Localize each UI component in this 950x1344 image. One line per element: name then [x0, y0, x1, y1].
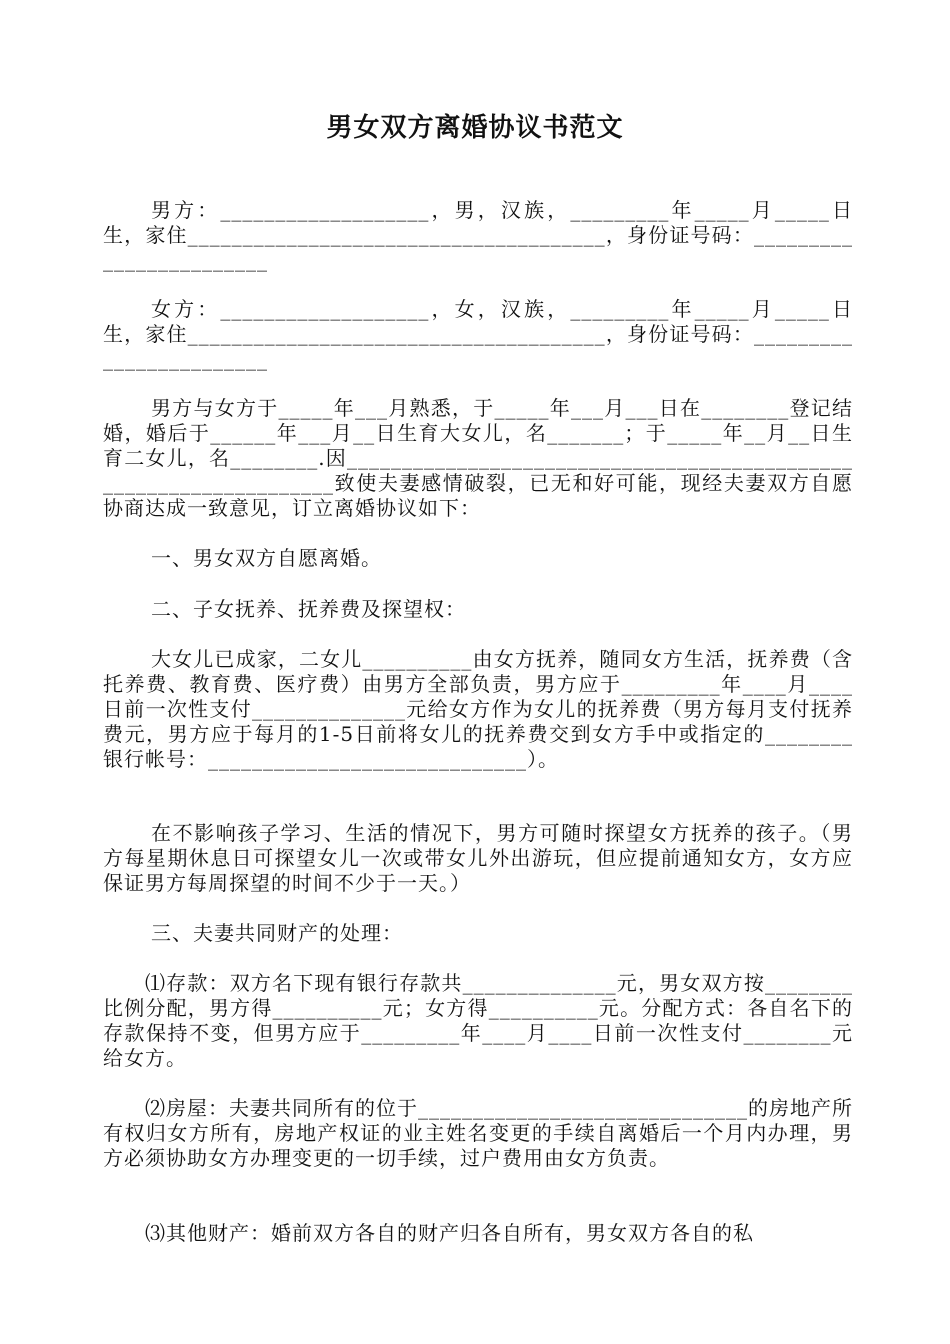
document-title: 男女双方离婚协议书范文	[326, 113, 624, 143]
marriage-history-paragraph: 男方与女方于_____年___月熟悉，于_____年___月___日在________登记结婚，婚后于______年___月__日生育大女儿，名_______；于_____年__月__日生育二女儿，名________.因___________________________________________________________________致使夫妻感情破裂，已无和好可能，现经夫妻双方自愿协商达成一致意见，订立离婚协议如下：	[103, 396, 853, 520]
clause-1-heading: 一、男女双方自愿离婚。	[151, 546, 382, 570]
house-paragraph: ⑵房屋：夫妻共同所有的位于______________________________的房地产所有权归女方所有，房地产权证的业主姓名变更的手续自离婚后一个月内办理，男方必须协助女方办理变更的一切手续，过户费用由女方负责。	[103, 1096, 853, 1170]
clause-3-heading: 三、夫妻共同财产的处理：	[151, 921, 403, 945]
other-property-paragraph: ⑶其他财产：婚前双方各自的财产归各自所有，男女双方各自的私	[145, 1221, 754, 1245]
visitation-paragraph: 在不影响孩子学习、生活的情况下，男方可随时探望女方抚养的孩子。（男方每星期休息日可探望女儿一次或带女儿外出游玩，但应提前通知女方，女方应保证男方每周探望的时间不少于一天。）	[103, 821, 853, 895]
wife-info-paragraph: 女方：___________________，女，汉族，_________年_____月_____日生，家住______________________________________，身份证号码：________________________	[103, 297, 853, 371]
clause-2-heading: 二、子女抚养、抚养费及探望权：	[151, 597, 466, 621]
child-support-paragraph: 大女儿已成家，二女儿__________由女方抚养，随同女方生活，抚养费（含托养费、教育费、医疗费）由男方全部负责，男方应于_________年____月____日前一次性支付______________元给女方作为女儿的抚养费（男方每月支付抚养费元，男方应于每月的1-5日前将女儿的抚养费交到女方手中或指定的________银行帐号：_____________________________）。	[103, 647, 853, 771]
savings-paragraph: ⑴存款：双方名下现有银行存款共______________元，男女双方按________比例分配，男方得__________元；女方得__________元。分配方式：各自名下的存款保持不变，但男方应于_________年____月____日前一次性支付________元给女方。	[103, 971, 853, 1070]
husband-info-paragraph: 男方：___________________，男，汉族，_________年_____月_____日生，家住______________________________________，身份证号码：________________________	[103, 198, 853, 272]
